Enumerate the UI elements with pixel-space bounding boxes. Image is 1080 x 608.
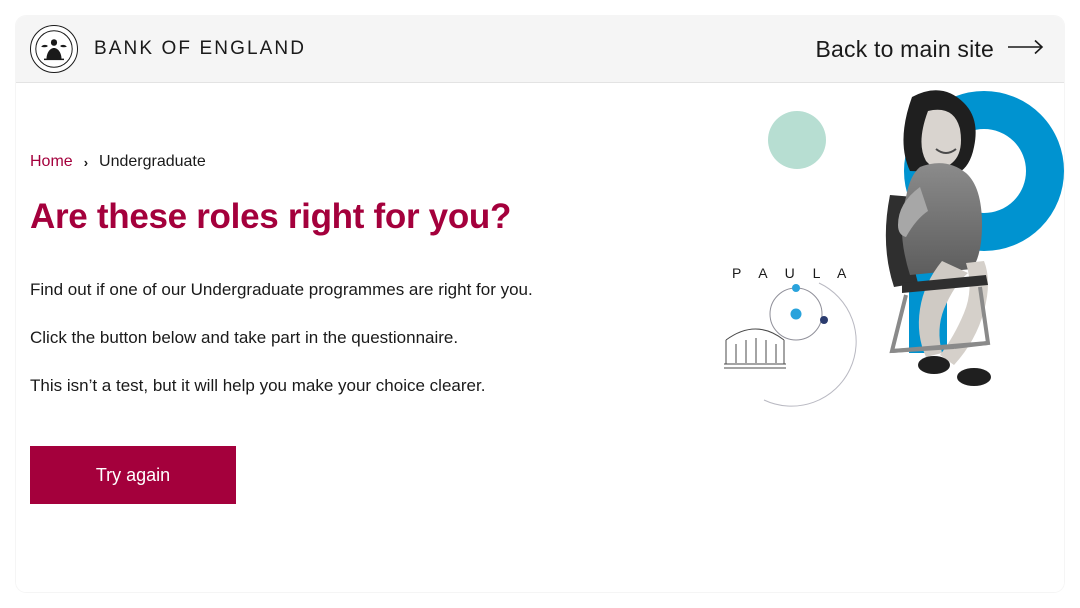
chevron-right-icon: › <box>83 154 89 170</box>
page-body <box>16 83 1064 592</box>
brand <box>30 25 306 73</box>
person-photo <box>824 83 1034 413</box>
brand-name: BANK OF ENGLAND <box>94 38 307 59</box>
intro-paragraph-2: Click the button below and take part in the questionnaire. <box>30 328 459 348</box>
main-content <box>30 83 670 504</box>
try-again-button[interactable]: Try again <box>30 446 236 504</box>
site-header <box>16 16 1064 83</box>
intro-paragraph-3: This isn’t a test, but it will help you make your choice clearer. <box>30 376 486 396</box>
back-to-main-site-link[interactable] <box>815 36 1046 63</box>
browser-window <box>16 16 1064 592</box>
mint-circle-shape <box>768 111 826 169</box>
bank-seal-icon <box>30 25 78 73</box>
breadcrumb <box>30 153 670 171</box>
breadcrumb-current: Undergraduate <box>99 153 206 170</box>
breadcrumb-home-link[interactable]: Home <box>30 153 73 170</box>
intro-paragraph-1: Find out if one of our Undergraduate programmes are right for you. <box>30 280 533 299</box>
hero-illustration <box>664 83 1064 503</box>
person-name-label: P A U L A <box>732 265 854 281</box>
arrow-right-icon <box>1008 39 1046 60</box>
page-title: Are these roles right for you? <box>30 197 512 236</box>
back-to-main-site-label: Back to main site <box>815 35 994 62</box>
